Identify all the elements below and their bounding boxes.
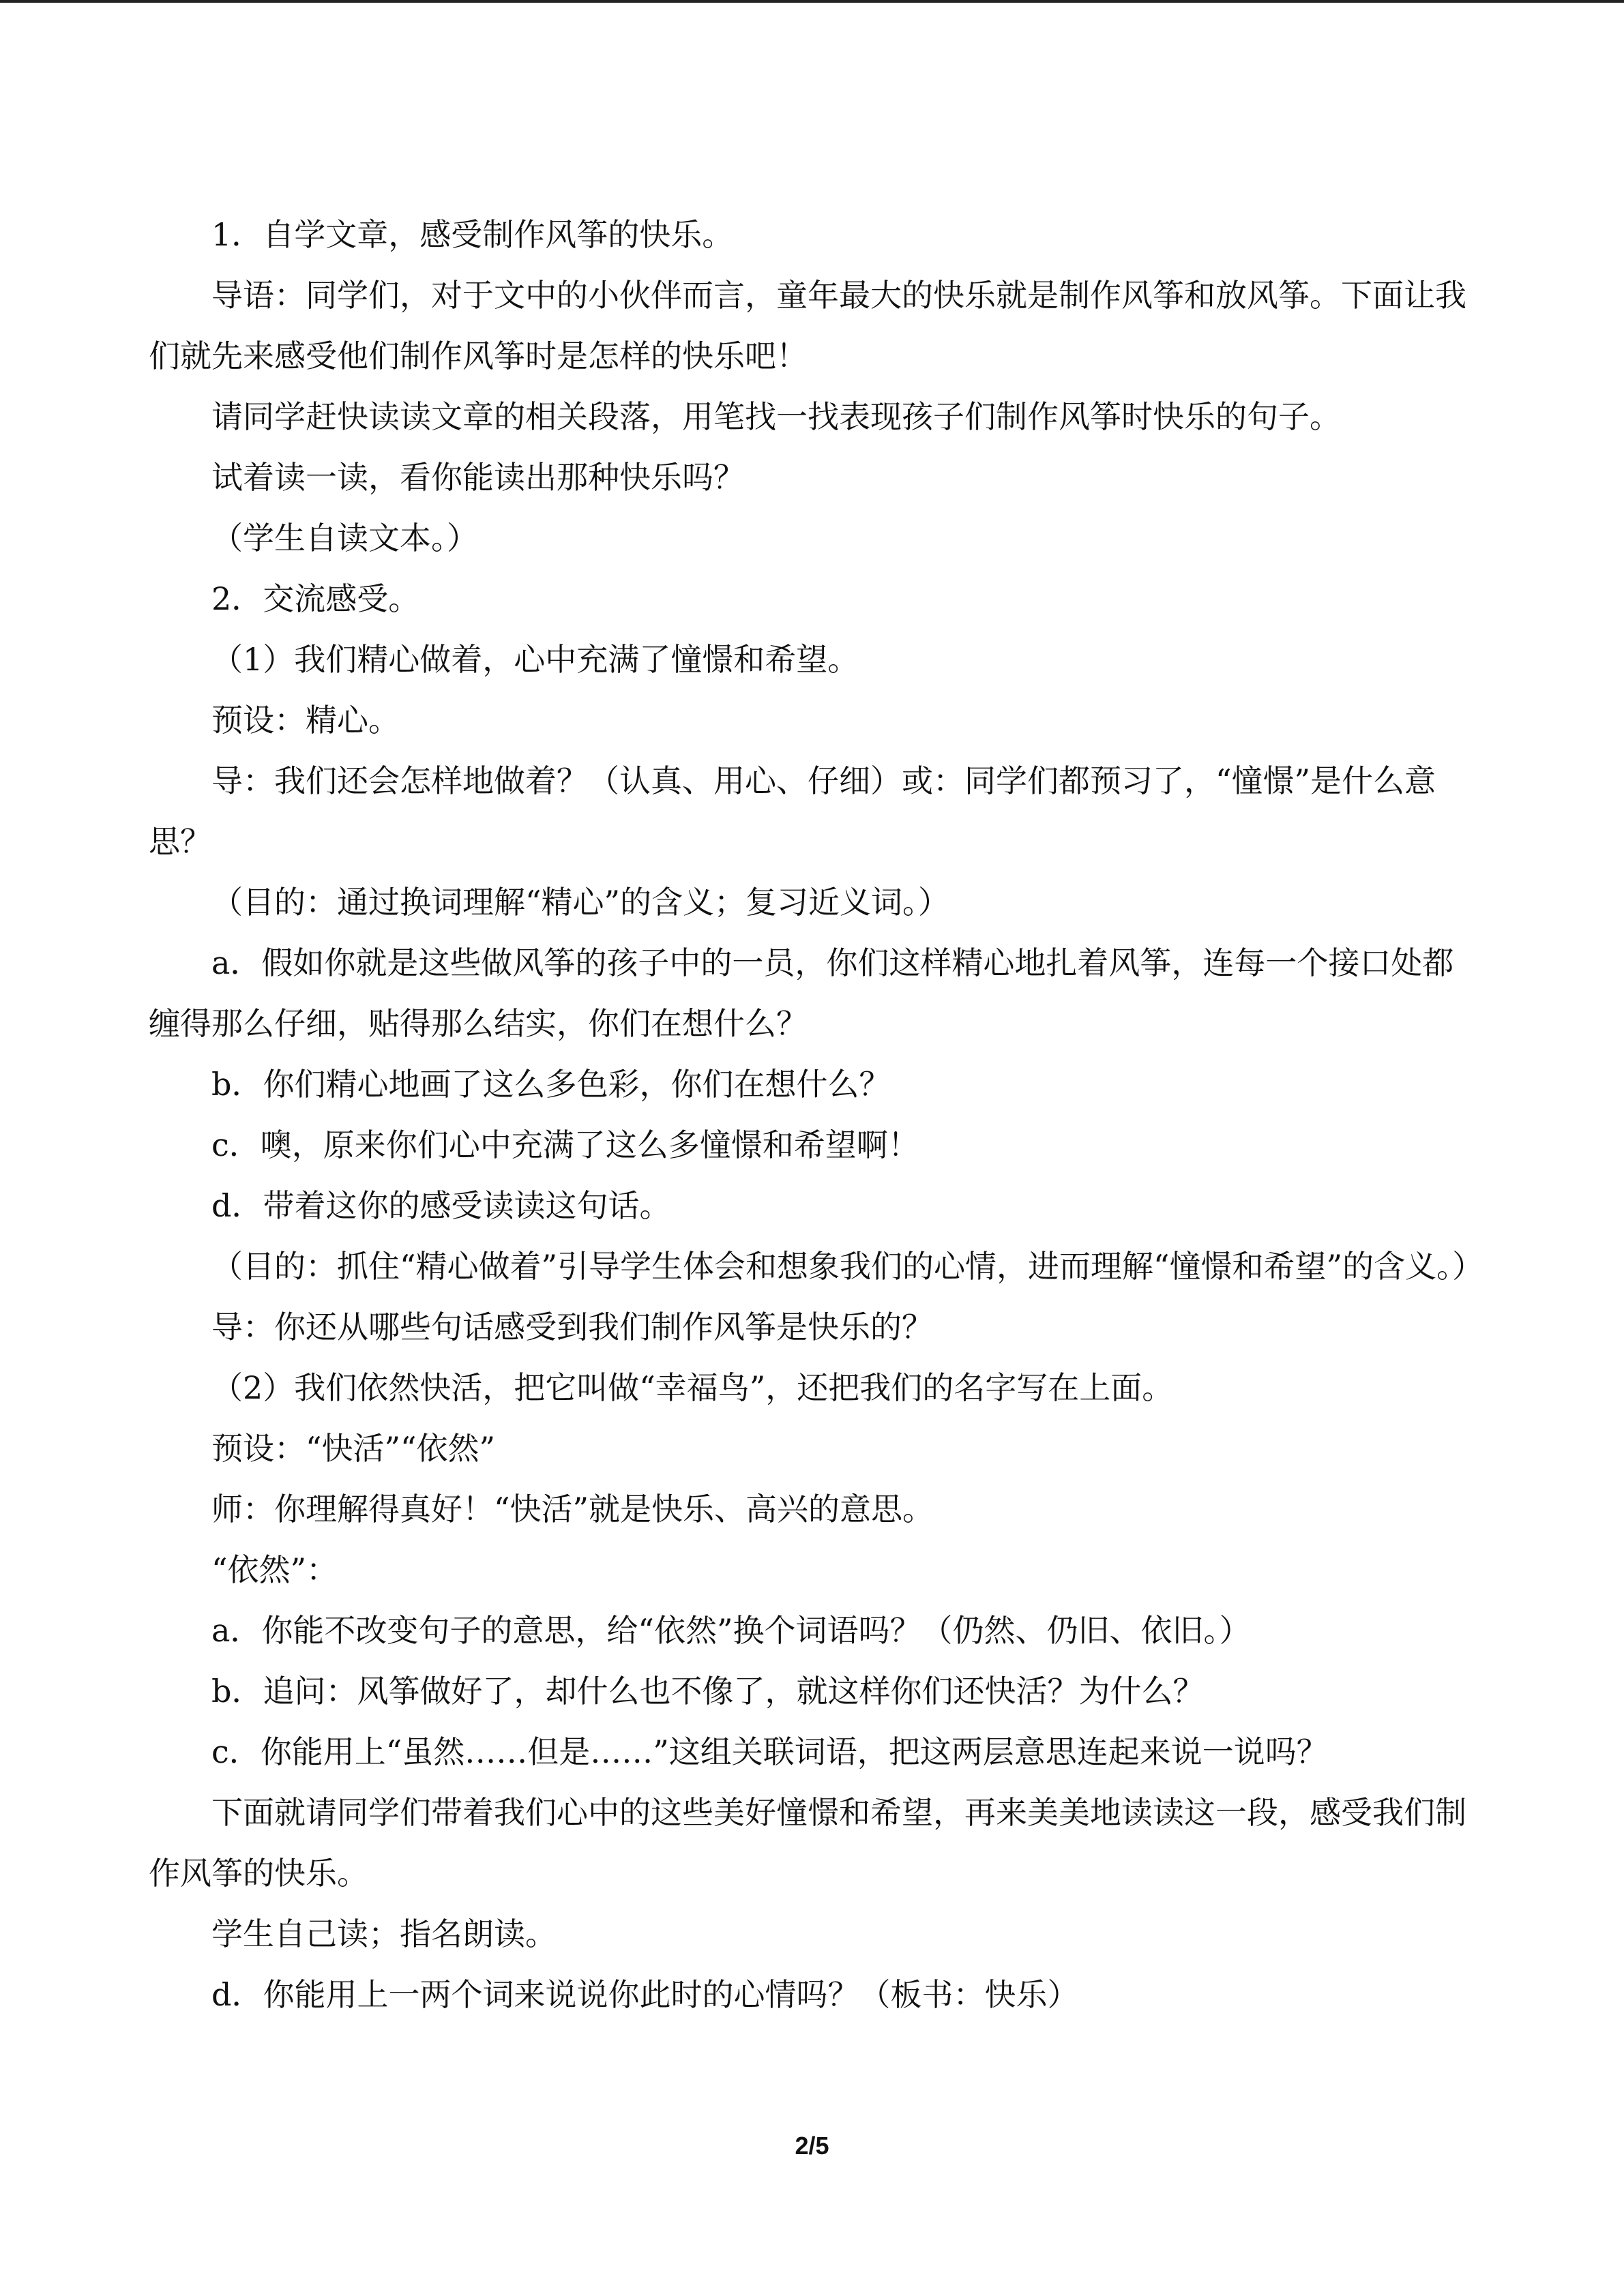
paragraph-19: 师：你理解得真好！“快活”就是快乐、高兴的意思。: [211, 1491, 934, 1527]
paragraph-20: “依然”：: [211, 1551, 338, 1588]
paragraph-25: 学生自己读；指名朗读。: [211, 1915, 557, 1952]
paragraph-15: （目的：抓住“精心做着”引导学生体会和想象我们的心情，进而理解“憧憬和希望”的含义。）: [211, 1248, 1484, 1285]
page-number: 2/5: [795, 2132, 829, 2160]
paragraph-16: 导：你还从哪些句话感受到我们制作风筝是快乐的？: [211, 1309, 933, 1345]
paragraph-1: 1．自学文章，感受制作风筝的快乐。: [211, 216, 734, 253]
paragraph-3: 请同学赶快读读文章的相关段落，用笔找一找表现孩子们制作风筝时快乐的句子。: [211, 398, 1341, 435]
paragraph-10: （目的：通过换词理解“精心”的含义；复习近义词。）: [211, 884, 950, 921]
paragraph-13: c．噢，原来你们心中充满了这么多憧憬和希望啊！: [211, 1127, 919, 1163]
paragraph-12: b．你们精心地画了这么多色彩，你们在想什么？: [211, 1066, 891, 1103]
paragraph-11: a．假如你就是这些做风筝的孩子中的一员，你们这样精心地扎着风筝，连每一个接口处都缠得那么仔细，贴得那么结实，你们在想什么？: [149, 944, 1454, 1042]
document-body: [149, 205, 1484, 2025]
paragraph-8: 预设：精心。: [211, 702, 400, 739]
top-border-line: [0, 0, 1624, 3]
paragraph-2: 导语：同学们，对于文中的小伙伴而言，童年最大的快乐就是制作风筝和放风筝。下面让我们就先来感受他们制作风筝时是怎样的快乐吧！: [149, 277, 1466, 374]
paragraph-5: （学生自读文本。）: [211, 520, 478, 556]
paragraph-23: c．你能用上“虽然……但是……”这组关联词语，把这两层意思连起来说一说吗？: [211, 1733, 1328, 1770]
paragraph-17: （2）我们依然快活，把它叫做“幸福鸟”，还把我们的名字写在上面。: [211, 1369, 1174, 1406]
paragraph-9: 导：我们还会怎样地做着？（认真、用心、仔细）或：同学们都预习了，“憧憬”是什么意思？: [149, 762, 1436, 860]
paragraph-18: 预设：“快活”“依然”: [211, 1430, 496, 1467]
paragraph-26: d．你能用上一两个词来说说你此时的心情吗？（板书：快乐）: [211, 1976, 1079, 2013]
paragraph-22: b．追问：风筝做好了，却什么也不像了，就这样你们还快活？为什么？: [211, 1673, 1205, 1710]
paragraph-14: d．带着这你的感受读读这句话。: [211, 1187, 671, 1224]
paragraph-4: 试着读一读，看你能读出那种快乐吗？: [211, 459, 745, 496]
paragraph-24: 下面就请同学们带着我们心中的这些美好憧憬和希望，再来美美地读读这一段，感受我们制作风筝的快乐。: [149, 1794, 1466, 1892]
paragraph-7: （1）我们精心做着，心中充满了憧憬和希望。: [211, 641, 859, 678]
paragraph-21: a．你能不改变句子的意思，给“依然”换个词语吗？（仍然、仍旧、依旧。）: [211, 1612, 1251, 1649]
paragraph-6: 2．交流感受。: [211, 580, 420, 617]
